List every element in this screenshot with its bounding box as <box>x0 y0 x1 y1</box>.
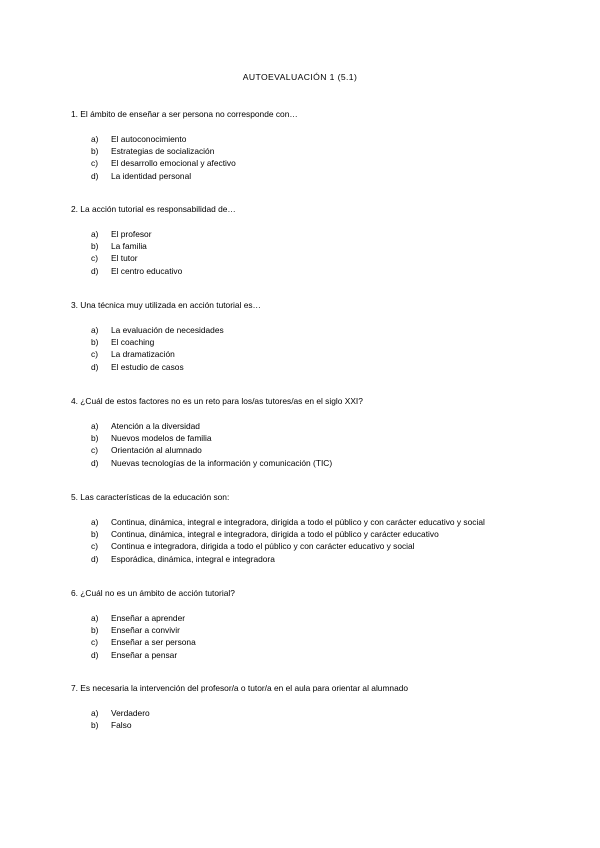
option-d <box>71 553 571 565</box>
option-b <box>71 432 571 444</box>
option-c <box>71 540 571 552</box>
option-a <box>71 420 571 432</box>
option-letter: c) <box>91 349 98 360</box>
options-list <box>71 516 571 565</box>
option-letter: c) <box>91 637 98 648</box>
option-a <box>71 707 571 719</box>
option-label: Verdadero <box>111 708 150 718</box>
option-d <box>71 265 571 277</box>
question-2 <box>71 204 571 277</box>
option-d <box>71 361 571 373</box>
option-a <box>71 516 571 528</box>
option-c <box>71 157 571 169</box>
option-b <box>71 145 571 157</box>
option-letter: d) <box>91 170 99 181</box>
option-letter: c) <box>91 253 98 264</box>
option-label: Continua e integradora, dirigida a todo el público y con carácter educativo y social <box>111 541 415 552</box>
option-letter: c) <box>91 541 98 552</box>
option-letter: a) <box>91 421 99 431</box>
option-label: El coaching <box>111 337 155 348</box>
option-label: El tutor <box>111 253 138 264</box>
option-label: Enseñar a pensar <box>111 649 178 660</box>
option-label: El desarrollo emocional y afectivo <box>111 158 236 169</box>
option-label: La identidad personal <box>111 170 192 181</box>
options-list <box>71 707 571 731</box>
option-letter: a) <box>91 229 99 239</box>
option-letter: c) <box>91 445 98 456</box>
question-7 <box>71 683 571 731</box>
option-letter: d) <box>91 265 99 276</box>
option-letter: b) <box>91 720 99 731</box>
option-label: Enseñar a convivir <box>111 625 180 636</box>
question-text: 3. Una técnica muy utilizada en acción tutorial es… <box>71 300 261 310</box>
option-letter: d) <box>91 457 99 468</box>
option-b <box>71 336 571 348</box>
option-label: Enseñar a aprender <box>111 613 186 623</box>
option-letter: d) <box>91 361 99 372</box>
option-b <box>71 240 571 252</box>
option-letter: d) <box>91 649 99 660</box>
option-c <box>71 444 571 456</box>
option-b <box>71 719 571 731</box>
options-list <box>71 420 571 469</box>
option-label: La evaluación de necesidades <box>111 325 224 335</box>
option-a <box>71 133 571 145</box>
option-label: Orientación al alumnado <box>111 445 202 456</box>
options-list <box>71 612 571 661</box>
option-a <box>71 612 571 624</box>
question-text: 1. El ámbito de enseñar a ser persona no corresponde con… <box>71 109 298 119</box>
option-letter: b) <box>91 433 99 444</box>
option-letter: a) <box>91 517 99 527</box>
option-a <box>71 228 571 240</box>
question-3 <box>71 300 571 373</box>
option-d <box>71 649 571 661</box>
option-label: El autoconocimiento <box>111 134 187 144</box>
option-c <box>71 252 571 264</box>
option-label: El estudio de casos <box>111 361 184 372</box>
option-a <box>71 324 571 336</box>
options-list <box>71 133 571 182</box>
question-5 <box>71 492 571 565</box>
question-text: 6. ¿Cuál no es un ámbito de acción tutorial? <box>71 588 235 598</box>
option-b <box>71 624 571 636</box>
option-label: Continua, dinámica, integral e integradora, dirigida a todo el público y carácter educativo <box>111 529 439 540</box>
option-letter: d) <box>91 553 99 564</box>
question-text: 2. La acción tutorial es responsabilidad de… <box>71 204 236 214</box>
option-c <box>71 636 571 648</box>
option-label: La dramatización <box>111 349 175 360</box>
options-list <box>71 228 571 277</box>
option-letter: b) <box>91 529 99 540</box>
option-label: Enseñar a ser persona <box>111 637 196 648</box>
option-label: La familia <box>111 241 147 252</box>
option-letter: a) <box>91 325 99 335</box>
question-6 <box>71 588 571 661</box>
option-letter: b) <box>91 337 99 348</box>
option-d <box>71 457 571 469</box>
option-c <box>71 348 571 360</box>
option-label: Nuevos modelos de familia <box>111 433 212 444</box>
option-label: Nuevas tecnologías de la información y comunicación (TIC) <box>111 457 333 468</box>
question-text: 7. Es necesaria la intervención del profesor/a o tutor/a en el aula para orientar al alumnado <box>71 683 409 693</box>
option-letter: b) <box>91 146 99 157</box>
question-text: 4. ¿Cuál de estos factores no es un reto para los/as tutores/as en el siglo XXI? <box>71 396 363 406</box>
question-4 <box>71 396 571 469</box>
option-label: El profesor <box>111 229 152 239</box>
option-label: Atención a la diversidad <box>111 421 200 431</box>
option-letter: c) <box>91 158 98 169</box>
option-letter: a) <box>91 708 99 718</box>
options-list <box>71 324 571 373</box>
option-b <box>71 528 571 540</box>
option-label: Falso <box>111 720 132 731</box>
option-letter: a) <box>91 613 99 623</box>
question-text: 5. Las características de la educación son: <box>71 492 230 502</box>
option-letter: b) <box>91 625 99 636</box>
option-label: El centro educativo <box>111 265 183 276</box>
option-d <box>71 170 571 182</box>
option-letter: b) <box>91 241 99 252</box>
question-1 <box>71 109 571 182</box>
option-letter: a) <box>91 134 99 144</box>
option-label: Estrategias de socialización <box>111 146 215 157</box>
option-label: Esporádica, dinámica, integral e integradora <box>111 553 275 564</box>
page-title: AUTOEVALUACIÓN 1 (5.1) <box>242 72 358 82</box>
option-label: Continua, dinámica, integral e integradora, dirigida a todo el público y con carácter educativo y social <box>111 517 485 527</box>
